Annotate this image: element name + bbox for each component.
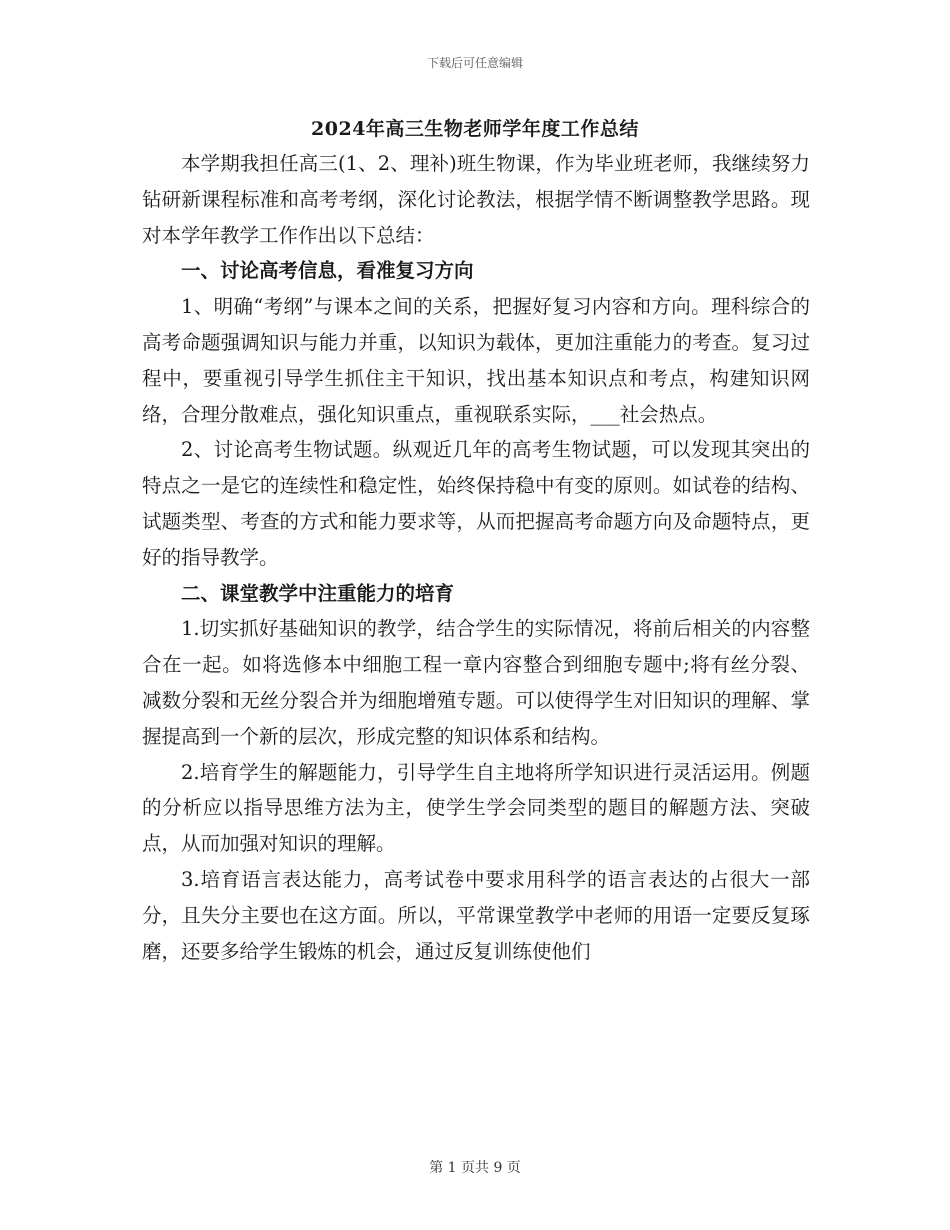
section-heading-1: 一、讨论高考信息，看准复习方向 xyxy=(181,259,474,283)
paragraph-2-1: 1.切实抓好基础知识的教学，结合学生的实际情况，将前后相关的内容整合在一起。如将选修本中细胞工程一章内容整合到细胞专题中;将有丝分裂、减数分裂和无丝分裂合并为细胞增殖专题。可以使得学生对旧知识的理解、掌握提高到一个新的层次，形成完整的知识体系和结构。 xyxy=(142,617,810,748)
paragraph-1-1: 1、明确“考纲”与课本之间的关系，把握好复习内容和方向。理科综合的高考命题强调知识与能力并重，以知识为载体，更加注重能力的考查。复习过程中，要重视引导学生抓住主干知识，找出基本知识点和考点，构建知识网络，合理分散难点，强化知识重点，重视联系实际，___社会热点。 xyxy=(142,295,810,426)
page-number: 第 1 页共 9 页 xyxy=(429,1160,521,1176)
paragraph-1-2: 2、讨论高考生物试题。纵观近几年的高考生物试题，可以发现其突出的特点之一是它的连续性和稳定性，始终保持稳中有变的原则。如试卷的结构、试题类型、考查的方式和能力要求等，从而把握高考命题方向及命题特点，更好的指导教学。 xyxy=(142,438,810,569)
section-heading-2: 二、课堂教学中注重能力的培育 xyxy=(181,581,455,605)
document-title: 2024年高三生物老师学年度工作总结 xyxy=(311,118,639,140)
page-header-note: 下载后可任意编辑 xyxy=(426,56,523,70)
paragraph-intro: 本学期我担任高三(1、2、理补)班生物课，作为毕业班老师，我继续努力钻研新课程标准和高考考纲，深化讨论教法，根据学情不断调整教学思路。现对本学年教学工作作出以下总结： xyxy=(142,152,810,247)
paragraph-2-3: 3.培育语言表达能力，高考试卷中要求用科学的语言表达的占很大一部分，且失分主要也在这方面。所以，平常课堂教学中老师的用语一定要反复琢磨，还要多给学生锻炼的机会，通过反复训练使他们 xyxy=(142,867,810,963)
document-body xyxy=(142,146,810,969)
paragraph-2-2: 2.培育学生的解题能力，引导学生自主地将所学知识进行灵活运用。例题的分析应以指导思维方法为主，使学生学会同类型的题目的解题方法、突破点，从而加强对知识的理解。 xyxy=(142,760,810,856)
